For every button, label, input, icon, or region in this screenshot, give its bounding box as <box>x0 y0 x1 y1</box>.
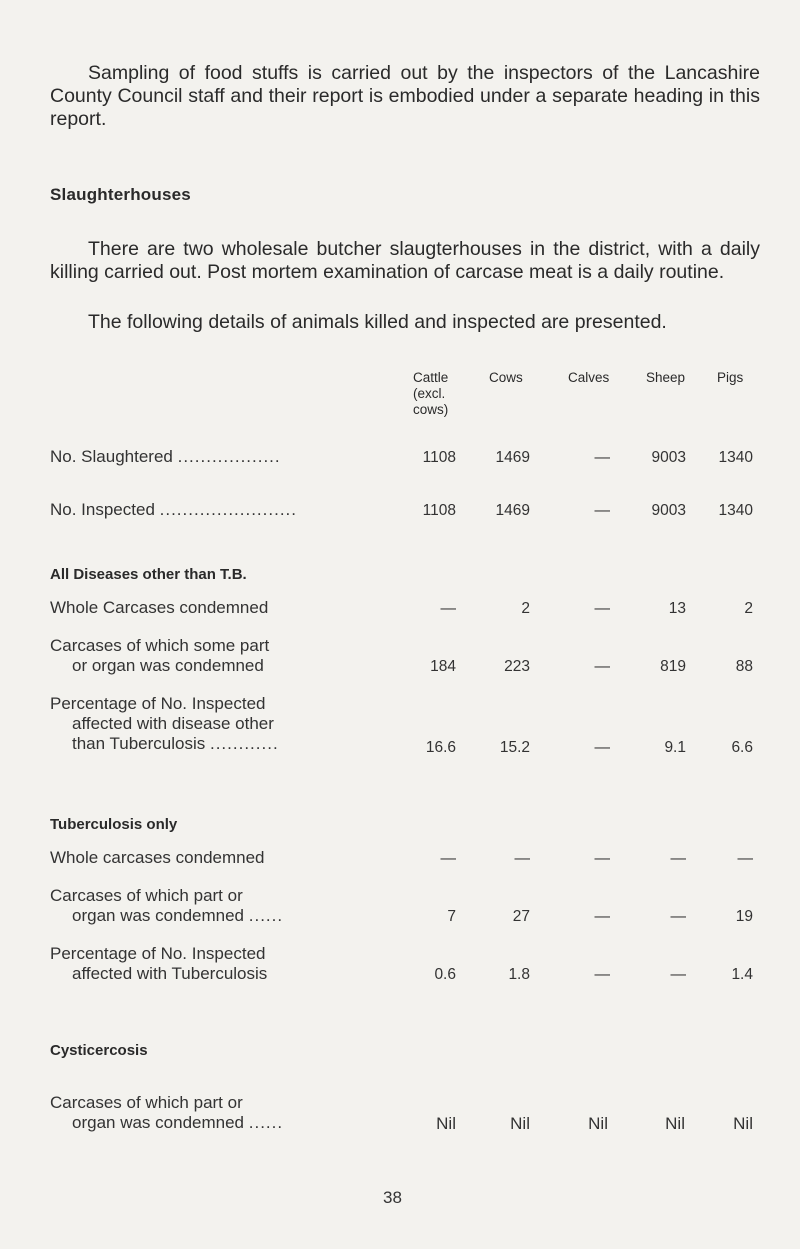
row-label-line1: Percentage of No. Inspected <box>50 944 266 963</box>
slaughterhouses-paragraph: There are two wholesale butcher slaugterhouses in the district, with a daily killing carried out. Post mortem examination of carcase meat is a daily routine. <box>50 238 760 283</box>
cell-cows: 1.8 <box>508 966 530 983</box>
column-header-cattle-line1: Cattle <box>413 370 449 385</box>
cell-sheep: 819 <box>660 658 686 675</box>
cell-cattle: 1108 <box>422 449 456 466</box>
leader-dots: ...... <box>248 1113 284 1132</box>
column-header-cattle-line2: (excl. <box>413 386 446 401</box>
row-label-line3 <box>50 734 392 754</box>
cell-sheep: 9.1 <box>664 739 686 756</box>
cell-calves: — <box>594 600 610 617</box>
cell-calves: — <box>594 658 610 675</box>
cell-calves: — <box>594 449 610 466</box>
cell-cows: 223 <box>504 658 530 675</box>
cell-pigs: 19 <box>735 908 753 925</box>
section-label-other-diseases: All Diseases other than T.B. <box>50 566 247 583</box>
section-label-cysticercosis: Cysticercosis <box>50 1042 148 1059</box>
cell-sheep: 13 <box>668 600 686 617</box>
cell-cattle: — <box>440 600 456 617</box>
row-label-percentage-tb <box>50 944 392 984</box>
row-label-line2: affected with Tuberculosis <box>72 964 268 983</box>
row-label-line1: Carcases of which some part <box>50 636 270 655</box>
leader-dots: ........................ <box>159 500 297 519</box>
row-label-inspected <box>50 500 392 520</box>
column-header-cattle <box>413 370 448 418</box>
section-heading-slaughterhouses: Slaughterhouses <box>50 185 191 204</box>
cell-pigs: 1340 <box>718 449 753 466</box>
row-label-line2: or organ was condemned <box>72 656 264 675</box>
details-paragraph: The following details of animals killed and inspected are presented. <box>88 311 667 333</box>
cell-calves: — <box>594 739 610 756</box>
cell-cows: 27 <box>512 908 530 925</box>
cell-cattle: 1108 <box>422 502 456 519</box>
cell-sheep: Nil <box>665 1114 685 1133</box>
row-label-line2: affected with disease other <box>72 714 274 733</box>
cell-cattle: Nil <box>436 1114 456 1133</box>
cell-sheep: 9003 <box>651 502 686 519</box>
cell-calves: — <box>594 908 610 925</box>
page-number: 38 <box>383 1188 402 1207</box>
cell-cattle: 184 <box>430 658 456 675</box>
cell-cattle: 7 <box>447 908 456 925</box>
column-header-cows: Cows <box>489 370 523 385</box>
row-label-percentage-other <box>50 694 392 754</box>
row-label-line1: Carcases of which part or <box>50 1093 243 1112</box>
leader-dots: ...... <box>248 906 284 925</box>
cell-cows: 1469 <box>495 502 530 519</box>
row-label-whole-carcases: Whole Carcases condemned <box>50 598 269 617</box>
cell-sheep: 9003 <box>651 449 686 466</box>
cell-pigs: 88 <box>735 658 753 675</box>
cell-pigs: Nil <box>733 1114 753 1133</box>
cell-cows: Nil <box>510 1114 530 1133</box>
cell-sheep: — <box>670 966 686 983</box>
cell-pigs: — <box>737 850 753 867</box>
leader-dots: .................. <box>177 447 281 466</box>
row-label-part-condemned <box>50 1093 392 1133</box>
section-label-tuberculosis: Tuberculosis only <box>50 816 178 833</box>
cell-cows: 2 <box>521 600 530 617</box>
row-label-part-condemned <box>50 636 392 676</box>
column-header-calves: Calves <box>568 370 610 385</box>
row-label-text: No. Slaughtered <box>50 447 173 466</box>
row-label-part-condemned <box>50 886 392 926</box>
cell-pigs: 1.4 <box>731 966 753 983</box>
cell-pigs: 2 <box>744 600 753 617</box>
column-header-cattle-line3: cows) <box>413 402 449 417</box>
row-label-text: organ was condemned <box>72 906 245 925</box>
cell-sheep: — <box>670 850 686 867</box>
row-label-text: No. Inspected <box>50 500 155 519</box>
cell-cattle: 0.6 <box>434 966 456 983</box>
leader-dots: ............ <box>209 734 279 753</box>
cell-calves: Nil <box>588 1114 608 1133</box>
cell-calves: — <box>594 966 610 983</box>
cell-sheep: — <box>670 908 686 925</box>
row-label-text: than Tuberculosis <box>72 734 206 753</box>
cell-cows: 15.2 <box>499 739 530 756</box>
cell-pigs: 6.6 <box>731 739 753 756</box>
cell-cows: 1469 <box>495 449 530 466</box>
row-label-text: organ was condemned <box>72 1113 245 1132</box>
row-label-line1: Percentage of No. Inspected <box>50 694 266 713</box>
column-header-pigs: Pigs <box>717 370 744 385</box>
intro-paragraph: Sampling of food stuffs is carried out by the inspectors of the Lancashire County Council staff and their report is embodied under a separate heading in this report. <box>50 62 760 130</box>
cell-pigs: 1340 <box>718 502 753 519</box>
cell-calves: — <box>594 850 610 867</box>
cell-cattle: — <box>440 850 456 867</box>
row-label-line2 <box>50 906 392 926</box>
row-label-line2 <box>50 1113 392 1133</box>
row-label-whole-carcases: Whole carcases condemned <box>50 848 265 867</box>
row-label-line1: Carcases of which part or <box>50 886 243 905</box>
cell-cattle: 16.6 <box>425 739 456 756</box>
column-header-sheep: Sheep <box>646 370 686 385</box>
row-label-slaughtered <box>50 447 392 467</box>
cell-calves: — <box>594 502 610 519</box>
cell-cows: — <box>514 850 530 867</box>
